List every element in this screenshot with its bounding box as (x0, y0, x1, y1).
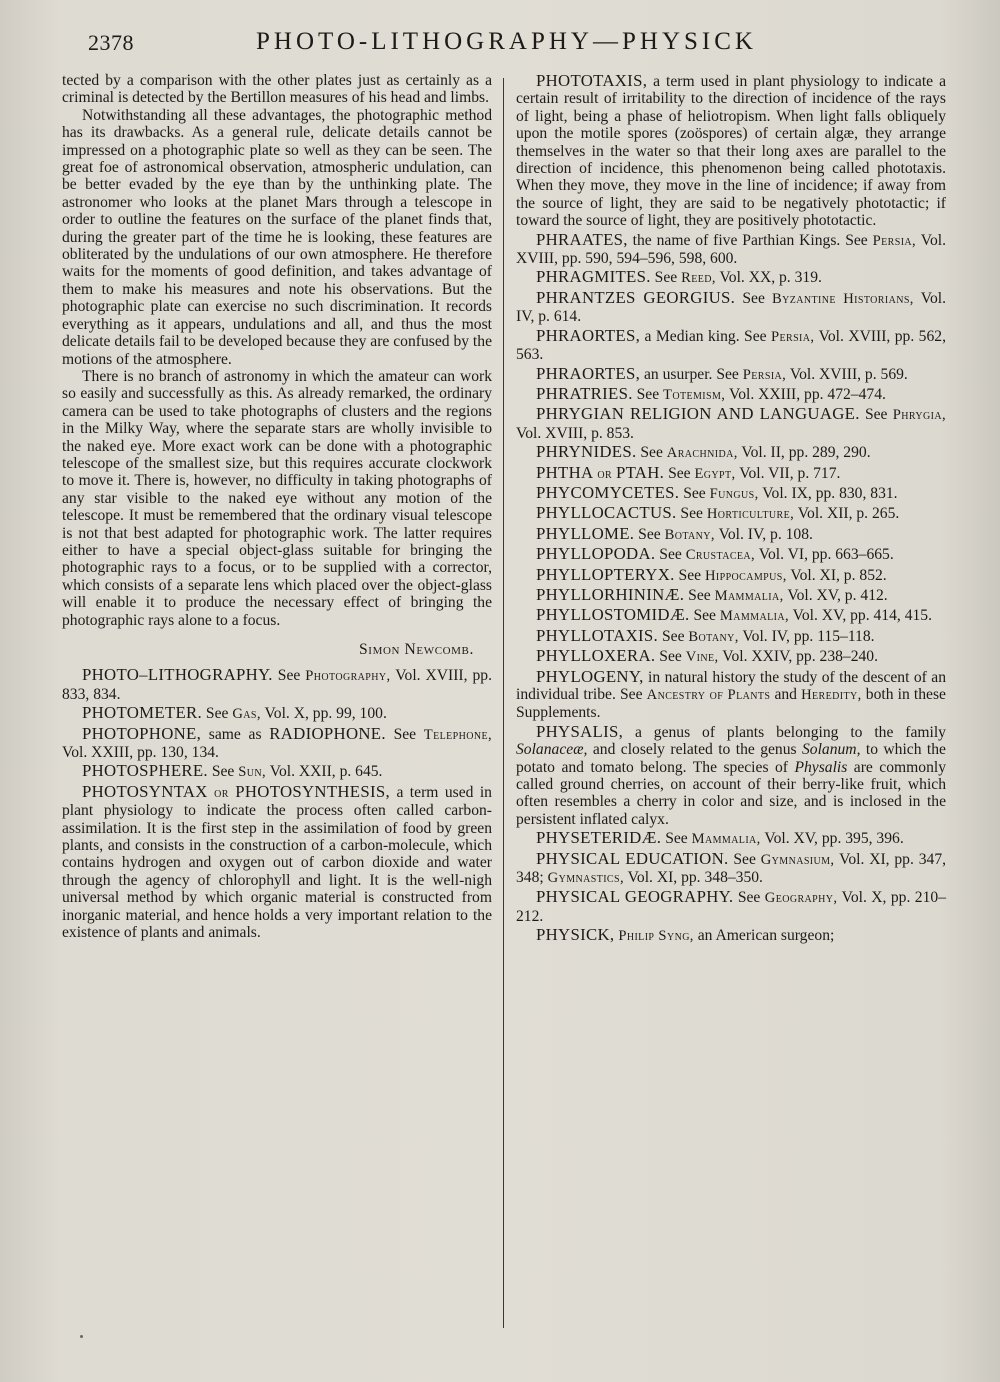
cross-reference: Gas, (232, 706, 261, 723)
headword: PHOTOPHONE, (82, 723, 202, 743)
page-header (88, 28, 960, 62)
entry-phyllocactus: PHYLLOCACTUS. See Horticulture, Vol. XII, p. 265. (536, 503, 900, 523)
paragraph: There is no branch of astronomy in which the amateur can work so easily and successfully as this. As already remarked, the ordinary camera can be used to take photographs of clusters and the regions in the Milky Way, where the separate stars are wholly invisible to the naked eye. More exact work can be done with a photographic telescope of the smallest size, but this requires accurate clockwork to move it. There is, however, no difficulty in taking photographs of any star visible to the naked eye without any motion of the telescope. It must be remembered that the ordinary visual telescope is not that best adapted for photographic work. The latter requires either to have a special object-glass suitable for bringing the photographic rays to a focus, or to be supplied with a corrector, which consists of a separate lens which placed over the object-glass will enable it to produce the necessary effect of bringing the photographic rays alone to a focus. (62, 367, 492, 629)
entry-phrygian: PHRYGIAN RELIGION AND LANGUAGE. See Phrygia, Vol. XVIII, p. 853. (516, 404, 946, 442)
entry-phyllopteryx: PHYLLOPTERYX. See Hippocampus, Vol. XI, p. 852. (536, 564, 887, 584)
entry-phyllostomidae: PHYLLOSTOMIDÆ. See Mammalia, Vol. XV, pp. 414, 415. (536, 605, 932, 625)
headword: PHRAORTES, (536, 325, 641, 345)
entry-phyllopoda: PHYLLOPODA. See Crustacea, Vol. VI, pp. 663–665. (536, 544, 894, 564)
headword: RADIOPHONE. (269, 723, 386, 743)
entry-photo-lithography: PHOTO–LITHOGRAPHY. See Photography, Vol. XVIII, pp. 833, 834. (62, 665, 492, 703)
entry-phyllorhininae: PHYLLORHININÆ. See Mammalia, Vol. XV, p. 412. (536, 584, 888, 604)
cross-reference: Persia, (770, 328, 815, 345)
cross-reference: Botany, (688, 628, 739, 645)
headword: PHRYNIDES. (536, 442, 637, 462)
entry-physical-education: PHYSICAL EDUCATION. See Gymnasium, Vol. XI, pp. 347, 348; Gymnastics, Vol. XI, pp. 348–350. (516, 848, 947, 887)
entry-phycomycetes: PHYCOMYCETES. See Fungus, Vol. IX, pp. 830, 831. (536, 482, 898, 502)
cross-reference: Egypt, (694, 465, 736, 482)
headword: PHOTOSYNTAX (82, 781, 208, 801)
cross-reference: Gymnastics, (547, 870, 625, 887)
cross-reference: Heredity, (801, 687, 862, 703)
entry-phylogeny: PHYLOGENY, in natural history the study of the descent of an individual tribe. See Ancestry of Plants and Heredity, both in these Supplements. (516, 666, 946, 722)
running-head: PHOTO-LITHOGRAPHY—PHYSICK (256, 28, 757, 55)
headword: PHYSETERIDÆ. (536, 828, 662, 848)
entry-phrantzes: PHRANTZES GEORGIUS. See Byzantine Historians, Vol. IV, p. 614. (516, 287, 947, 326)
entry-phraortes-usurper: PHRAORTES, an usurper. See Persia, Vol. XVIII, p. 569. (536, 363, 908, 383)
headword: PHRATRIES. (536, 383, 633, 403)
cross-reference: Sun, (238, 764, 267, 781)
headword: PHRYGIAN RELIGION AND LANGUAGE. (536, 404, 860, 424)
cross-reference: Telephone, (423, 726, 493, 743)
headword: PHOTOSYNTHESIS, (235, 781, 391, 801)
headword: PHYSICK, (536, 925, 615, 945)
signature-name: Simon Newcomb. (359, 641, 474, 658)
cross-reference: Fungus, (709, 485, 759, 502)
cross-reference: Persia, (742, 366, 787, 383)
headword: PHYLOGENY, (536, 666, 644, 686)
headword: PHRANTZES GEORGIUS. (536, 287, 736, 307)
paragraph: tected by a comparison with the other plates just as certainly as a criminal is detected by the Bertillon measures of his head and limbs. (62, 72, 492, 107)
cross-reference: Vine, (685, 649, 719, 666)
cross-reference: Persia, (872, 232, 917, 249)
headword: PHYCOMYCETES. (536, 482, 680, 502)
cross-reference: Arachnida, (666, 445, 738, 462)
headword: PHYLLOPTERYX. (536, 564, 675, 584)
person-name: Philip Syng, (618, 928, 694, 945)
entry-photosphere: PHOTOSPHERE. See Sun, Vol. XXII, p. 645. (82, 761, 383, 781)
cross-reference: Mammalia, (719, 608, 789, 625)
entry-photometer: PHOTOMETER. See Gas, Vol. X, pp. 99, 100. (82, 703, 387, 723)
column-rule (503, 78, 504, 1328)
cross-reference: Totemism, (663, 386, 726, 403)
headword: PHTHA (536, 462, 594, 482)
headword: PHRAORTES, (536, 363, 641, 383)
headword: PHRAGMITES. (536, 267, 651, 287)
entry-phyllotaxis: PHYLLOTAXIS. See Botany, Vol. IV, pp. 115–118. (536, 625, 875, 645)
cross-reference: Gymnasium, (760, 851, 835, 868)
headword: PHYLLOXERA. (536, 646, 656, 666)
headword: PHYSICAL GEOGRAPHY. (536, 887, 734, 907)
right-column (516, 72, 946, 946)
cross-reference: Ancestry of Plants (646, 687, 771, 703)
entry-physick: PHYSICK, Philip Syng, an American surgeon; (536, 925, 835, 945)
headword: PHYLLOTAXIS. (536, 625, 659, 645)
entry-phtha: PHTHA or PTAH. See Egypt, Vol. VII, p. 717. (536, 462, 841, 482)
cross-reference: Geography, (764, 890, 838, 907)
cross-reference: Byzantine Historians, (772, 290, 914, 307)
headword: PHOTOTAXIS, (536, 71, 648, 90)
entry-phrynides: PHRYNIDES. See Arachnida, Vol. II, pp. 289, 290. (536, 442, 871, 462)
entry-phratries: PHRATRIES. See Totemism, Vol. XXIII, pp. 472–474. (536, 383, 886, 403)
cross-reference: Mammalia, (714, 587, 784, 604)
cross-reference: Crustacea, (685, 547, 756, 564)
cross-reference: Botany, (664, 526, 715, 543)
headword: PHOTOMETER. (82, 703, 202, 723)
cross-reference: Hippocampus, (704, 567, 787, 584)
article-signature (62, 641, 492, 658)
entry-photophone: PHOTOPHONE, same as RADIOPHONE. See Telephone, Vol. XXIII, pp. 130, 134. (62, 723, 493, 762)
headword: PHOTO–LITHOGRAPHY. (82, 665, 273, 685)
entry-physalis: PHYSALIS, a genus of plants belonging to the family Solanaceæ, and closely related to the genus Solanum, to which the potato and tomato belong. The species of Physalis are commonly called ground cherries, on account of their berry-like fruit, which often resembles a cherry in color and size, and is inclosed in the persistent inflated calyx. (516, 721, 947, 828)
headword: PHYSICAL EDUCATION. (536, 848, 729, 868)
entry-phyllome: PHYLLOME. See Botany, Vol. IV, p. 108. (536, 523, 813, 543)
entry-phraates: PHRAATES, the name of five Parthian Kings. See Persia, Vol. XVIII, pp. 590, 594–596, 598, 600. (516, 229, 947, 268)
cross-reference: Reed, (681, 270, 716, 287)
headword: PHYLLOPODA. (536, 544, 656, 564)
headword: PHYLLORHININÆ. (536, 584, 685, 604)
cross-reference: Horticulture, (706, 506, 795, 523)
ink-speck (80, 1335, 83, 1338)
entry-phraortes-king: PHRAORTES, a Median king. See Persia, Vol. XVIII, pp. 562, 563. (516, 325, 946, 364)
headword: PHYLLOSTOMIDÆ. (536, 605, 690, 625)
entry-phragmites: PHRAGMITES. See Reed, Vol. XX, p. 319. (536, 267, 822, 287)
paragraph: Notwithstanding all these advantages, the photographic method has its drawbacks. As a general rule, delicate details cannot be impressed on a photographic plate so well as they can be seen. The great foe of astronomical observation, atmospheric undulation, can be better evaded by the eye than by the unthinking plate. The astronomer who looks at the planet Mars through a telescope in order to outline the features on the surface of the planet finds that, during the greater part of the time he is looking, these features are obliterated by the undulations of our own atmosphere. He therefore waits for the moments of good definition, and takes advantage of them to make his measures and note his observations. But the photographic plate can exercise no such discrimination. It records everything as it appears, undulations and all, and thus the most delicate details fail to be developed because they are confused by the motions of the atmosphere. (62, 106, 492, 368)
entry-physeteridae: PHYSETERIDÆ. See Mammalia, Vol. XV, pp. 395, 396. (536, 828, 904, 848)
headword: PHOTOSPHERE. (82, 761, 208, 781)
cross-reference: Phrygia, (892, 407, 946, 424)
entry-physical-geography: PHYSICAL GEOGRAPHY. See Geography, Vol. X, pp. 210–212. (516, 887, 946, 925)
headword: PHRAATES, (536, 229, 628, 249)
headword: PTAH. (615, 462, 665, 482)
headword: PHYLLOCACTUS. (536, 503, 677, 523)
left-column (62, 72, 492, 942)
page-number: 2378 (88, 30, 134, 55)
entry-phylloxera: PHYLLOXERA. See Vine, Vol. XXIV, pp. 238–240. (536, 646, 878, 666)
cross-reference: Mammalia, (691, 831, 761, 848)
entry-photosyntax: PHOTOSYNTAX or PHOTOSYNTHESIS, a term used in plant physiology to indicate the process often called carbon-assimilation. It is the first step in the assimilation of food by green plants, and consists in the construction of a carbon-molecule, which contains hydrogen and oxygen out of carbon dioxide and water through the agency of chlorophyll and light. It is the well-nigh universal method by which organic material is constructed from inorganic material, and hence holds a very important relation to the existence of plants and animals. (62, 781, 492, 942)
cross-reference: Photography, (305, 668, 391, 685)
entry-phototaxis: PHOTOTAXIS, a term used in plant physiology to indicate a certain result of irritability to the direction of incidence of the rays of light, being a phase of heliotropism. When light falls obliquely upon the motile spores (zoöspores) of certain algæ, they arrange themselves in the water so that their long axes are parallel to the direction of incidence, this phenomenon being called phototaxis. When they move, they move in the line of incidence; if away from the source of light, they are said to be negatively phototactic; if toward the source of light, they are positively phototactic. (516, 71, 946, 230)
headword: PHYSALIS, (536, 721, 624, 741)
headword: PHYLLOME. (536, 523, 635, 543)
